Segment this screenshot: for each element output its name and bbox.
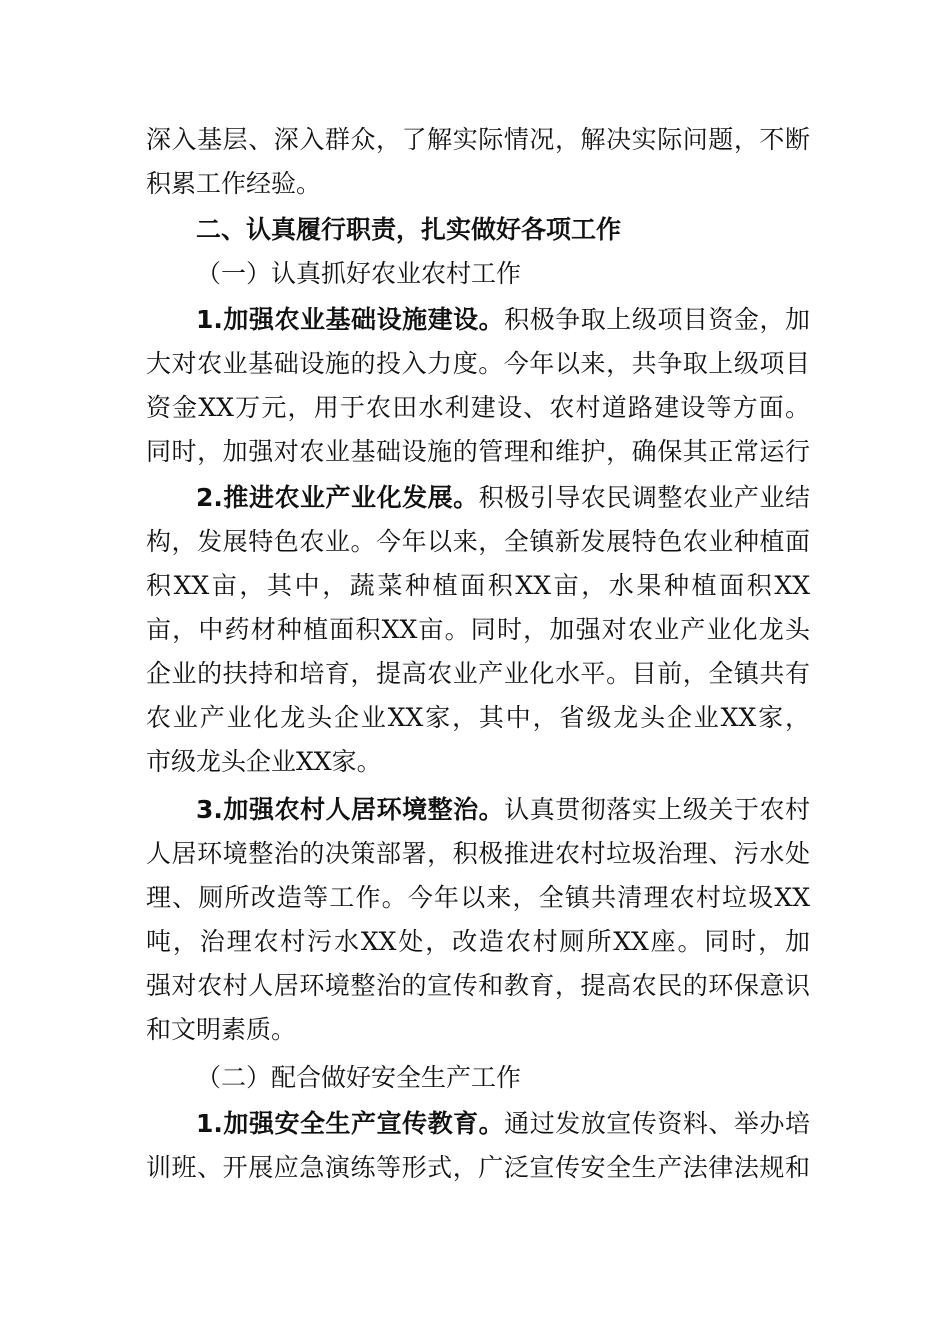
section-heading: 二、认真履行职责，扎实做好各项工作 (196, 215, 622, 244)
item-first-line (196, 298, 810, 342)
item-text: 通过发放宣传资料、举办培 (504, 1109, 810, 1138)
text-line: 农业产业化龙头企业XX家，其中，省级龙头企业XX家， (146, 703, 810, 732)
text-line: 大对农业基础设施的投入力度。今年以来，共争取上级项目 (146, 349, 810, 378)
item-title: 2.推进农业产业化发展。 (196, 483, 479, 512)
text-line: 深入基层、深入群众，了解实际情况，解决实际问题，不断 (146, 125, 810, 154)
item-first-line (196, 1102, 810, 1146)
item-text: 认真贯彻落实上级关于农村 (504, 795, 810, 824)
text-line: 亩，中药材种植面积XX亩。同时，加强对农业产业化龙头 (146, 615, 810, 644)
text-line: 积XX亩，其中，蔬菜种植面积XX亩，水果种植面积XX (146, 571, 810, 600)
text-line: 构，发展特色农业。今年以来，全镇新发展特色农业种植面 (146, 527, 810, 556)
text-line: 企业的扶持和培育，提高农业产业化水平。目前，全镇共有 (146, 659, 810, 688)
item-text: 积极引导农民调整农业产业结 (478, 483, 810, 512)
text-line: 积累工作经验。 (146, 169, 322, 198)
item-title: 3.加强农村人居环境整治。 (196, 795, 505, 824)
subsection-heading: （一）认真抓好农业农村工作 (196, 259, 522, 288)
text-line: 人居环境整治的决策部署，积极推进农村垃圾治理、污水处 (146, 839, 810, 868)
text-line: 市级龙头企业XX家。 (146, 747, 382, 776)
text-line: 训班、开展应急演练等形式，广泛宣传安全生产法律法规和 (146, 1153, 810, 1182)
text-line: 吨，治理农村污水XX处，改造农村厕所XX座。同时，加 (146, 927, 810, 956)
item-text: 积极争取上级项目资金，加 (504, 305, 810, 334)
item-title: 1.加强安全生产宣传教育。 (196, 1109, 505, 1138)
text-line: 理、厕所改造等工作。今年以来，全镇共清理农村垃圾XX (146, 883, 810, 912)
item-first-line (196, 788, 810, 832)
text-line: 资金XX万元，用于农田水利建设、农村道路建设等方面。 (146, 393, 810, 422)
text-line: 强对农村人居环境整治的宣传和教育，提高农民的环保意识 (146, 971, 810, 1000)
item-first-line (196, 476, 810, 520)
subsection-heading: （二）配合做好安全生产工作 (196, 1063, 522, 1092)
item-title: 1.加强农业基础设施建设。 (196, 305, 505, 334)
text-line: 同时，加强对农业基础设施的管理和维护，确保其正常运行 (146, 437, 810, 466)
text-line: 和文明素质。 (146, 1015, 297, 1044)
